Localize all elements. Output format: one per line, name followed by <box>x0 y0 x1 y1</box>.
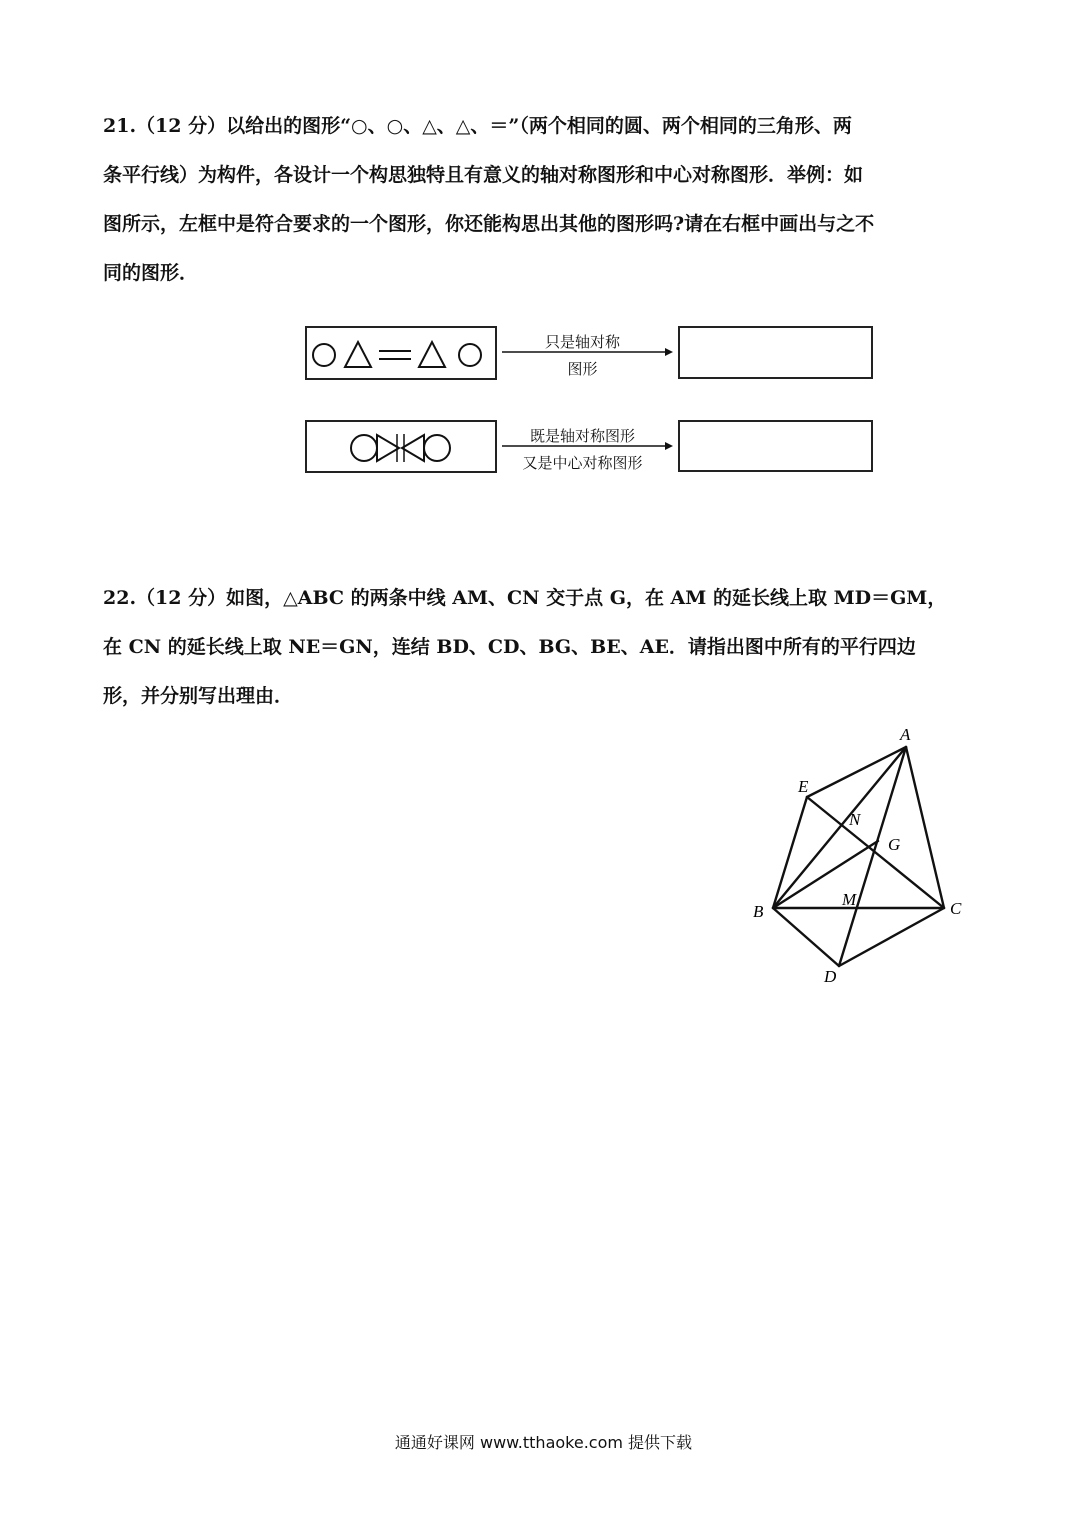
circle-shape <box>459 344 481 366</box>
q21-line-4: 同的图形． <box>103 262 199 284</box>
triangle-shape <box>345 342 371 367</box>
example-figure-axis-symmetric <box>307 328 495 378</box>
segment-AC <box>906 747 944 908</box>
triangle-shape <box>419 342 445 367</box>
example-box-axis-symmetric <box>305 326 497 380</box>
segment-EC <box>807 797 944 908</box>
segment-AE <box>807 747 906 797</box>
row1-label-top: 只是轴对称 <box>544 333 620 351</box>
q22-line-2: 在 CN 的延长线上取 NE＝GN，连结 BD、CD、BG、BE、AE．请指出图中所有的平行四边 <box>103 636 916 658</box>
circle-shape <box>351 435 377 461</box>
q22-line-3: 形，并分别写出理由． <box>103 685 294 707</box>
segment-AB <box>773 747 906 908</box>
circle-shape <box>313 344 335 366</box>
answer-box-axis-symmetric[interactable] <box>678 326 873 379</box>
point-label-C: C <box>950 899 962 918</box>
q21-line-2: 条平行线）为构件，各设计一个构思独特且有意义的轴对称图形和中心对称图形．举例：如 <box>103 164 864 186</box>
page-footer: 通通好课网 www.tthaoke.com 提供下载 <box>394 1433 693 1452</box>
point-label-E: E <box>798 777 809 796</box>
point-label-G: G <box>888 835 901 854</box>
question-22 <box>103 574 988 721</box>
row2-label-top: 既是轴对称图形 <box>529 427 635 445</box>
q22-line-1: 22.（12 分）如图，△ABC 的两条中线 AM、CN 交于点 G，在 AM 的延长线上取 MD＝GM， <box>103 587 947 609</box>
triangle-shape <box>402 435 424 461</box>
triangle-shape <box>377 435 399 461</box>
segment-BD <box>773 908 839 966</box>
segment-BE <box>773 797 807 908</box>
point-label-M: M <box>842 890 857 909</box>
answer-box-central-symmetric[interactable] <box>678 420 873 472</box>
question-21 <box>103 102 988 298</box>
example-figure-central-symmetric <box>307 422 495 471</box>
q21-line-3: 图所示，左框中是符合要求的一个图形，你还能构思出其他的图形吗?请在右框中画出与之不 <box>103 213 875 235</box>
point-label-A: A <box>900 725 911 744</box>
point-label-N: N <box>849 810 861 829</box>
segment-BG <box>773 841 878 908</box>
row2-label-bottom: 又是中心对称图形 <box>522 454 643 472</box>
geometry-figure <box>740 720 980 990</box>
example-box-central-symmetric <box>305 420 497 473</box>
segment-AD <box>839 747 906 966</box>
point-label-D: D <box>824 967 837 986</box>
point-label-B: B <box>753 902 764 921</box>
row1-label-bottom: 图形 <box>567 360 598 378</box>
circle-shape <box>424 435 450 461</box>
q21-line-1: 21.（12 分）以给出的图形“○、○、△、△、＝”（两个相同的圆、两个相同的三角形、两 <box>103 115 852 137</box>
